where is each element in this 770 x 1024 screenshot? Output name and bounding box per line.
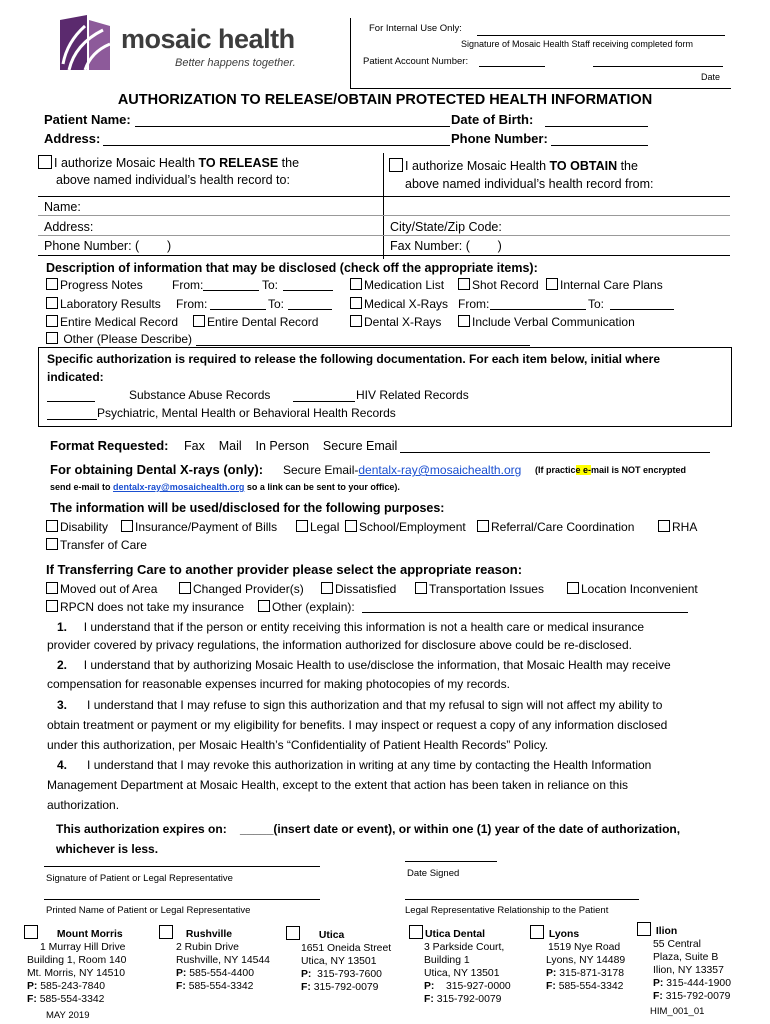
relationship-caption: Legal Representative Relationship to the Patient bbox=[405, 905, 609, 916]
patient-signature-caption: Signature of Patient or Legal Representative bbox=[46, 873, 233, 884]
recipient-name[interactable]: Name: bbox=[44, 200, 81, 214]
office-ilion: Ilion 55 Central Plaza, Suite B Ilion, NY 13357 P: 315-444-1900 F: 315-792-0079 bbox=[637, 922, 731, 1003]
statement-3: 3. I understand that I may refuse to sign this authorization and that my refusal to sign will not affect my ability to obtain treatment or payment or my eligibility for benefits. I may inspect or request a copy of any information disclosed under this authorization, per Mosaic Health’s “Confidentiality of Patient Health Records” Policy. bbox=[47, 698, 668, 752]
care-plans-option[interactable]: Internal Care Plans bbox=[546, 278, 663, 292]
recipient-phone[interactable]: Phone Number: ( ) bbox=[44, 239, 172, 253]
relationship-field[interactable] bbox=[405, 899, 639, 900]
verbal-option[interactable]: Include Verbal Communication bbox=[458, 315, 635, 329]
date-signed-field[interactable] bbox=[405, 861, 497, 862]
recipient-fax[interactable]: Fax Number: ( ) bbox=[390, 239, 502, 253]
transferring-heading: If Transferring Care to another provider please select the appropriate reason: bbox=[46, 562, 523, 577]
reason-changed[interactable]: Changed Provider(s) bbox=[179, 582, 304, 596]
office-rushville: Rushville 2 Rubin Drive Rushville, NY 14544 P: 585-554-4400 F: 585-554-3342 bbox=[159, 925, 270, 993]
printed-name-caption: Printed Name of Patient or Legal Representative bbox=[46, 905, 251, 916]
phone-label: Phone Number: bbox=[451, 131, 548, 146]
format-options[interactable]: Fax Mail In Person Secure Email bbox=[184, 439, 398, 453]
hiv-label: HIV Related Records bbox=[356, 388, 469, 402]
other-option[interactable]: Other (Please Describe) bbox=[46, 332, 192, 346]
xray-to: To: bbox=[588, 297, 605, 311]
entire-dental-option[interactable]: Entire Dental Record bbox=[193, 315, 318, 329]
logo-mark-icon bbox=[57, 14, 113, 72]
footer-date: MAY 2019 bbox=[46, 1010, 90, 1021]
reason-moved[interactable]: Moved out of Area bbox=[46, 582, 157, 596]
purpose-disability[interactable]: Disability bbox=[46, 520, 108, 534]
hiv-initial-field[interactable] bbox=[293, 401, 355, 402]
dob-label: Date of Birth: bbox=[451, 112, 534, 127]
recipient-table bbox=[38, 196, 730, 259]
lab-from: From: bbox=[176, 297, 208, 311]
office-utica-dental-checkbox[interactable] bbox=[409, 925, 423, 939]
obtain-option[interactable]: I authorize Mosaic Health TO OBTAIN the above named individual’s health record from: bbox=[389, 157, 739, 193]
secure-email-field[interactable] bbox=[400, 452, 710, 453]
release-checkbox[interactable] bbox=[38, 155, 52, 169]
address-field[interactable] bbox=[103, 145, 450, 146]
specific-authorization-box bbox=[38, 347, 732, 427]
office-utica-checkbox[interactable] bbox=[286, 926, 300, 940]
logo-name: mosaic health bbox=[121, 24, 295, 54]
progress-notes-option[interactable]: Progress Notes bbox=[46, 278, 143, 292]
patient-name-field[interactable] bbox=[135, 126, 450, 127]
progress-from: From: bbox=[172, 278, 204, 292]
office-mount-morris-checkbox[interactable] bbox=[24, 925, 38, 939]
purpose-school[interactable]: School/Employment bbox=[345, 520, 466, 534]
progress-from-field[interactable] bbox=[203, 290, 259, 291]
staff-signature-caption: Signature of Mosaic Health Staff receiving completed form bbox=[461, 39, 693, 49]
purpose-legal[interactable]: Legal bbox=[296, 520, 339, 534]
reason-other[interactable]: Other (explain): bbox=[258, 600, 355, 614]
office-rushville-checkbox[interactable] bbox=[159, 925, 173, 939]
date-signed-caption: Date Signed bbox=[407, 868, 460, 879]
lab-to: To: bbox=[268, 297, 285, 311]
medication-list-option[interactable]: Medication List bbox=[350, 278, 444, 292]
office-utica: Utica 1651 Oneida Street Utica, NY 13501 P: 315-793-7600 F: 315-792-0079 bbox=[286, 926, 391, 994]
internal-use-label: For Internal Use Only: bbox=[369, 23, 462, 34]
dental-email-link[interactable]: dentalx-ray@mosaichealth.org bbox=[358, 463, 522, 477]
dob-field[interactable] bbox=[545, 126, 648, 127]
internal-date-line[interactable] bbox=[593, 66, 723, 67]
lab-to-field[interactable] bbox=[288, 309, 332, 310]
psych-initial-field[interactable] bbox=[47, 419, 97, 420]
statement-2: 2. I understand that by authorizing Mosaic Health to use/disclose the information, that Mosaic Health may receive compensation for reasonable expenses incurred for making photocopies of my records. bbox=[47, 658, 671, 691]
substance-initial-field[interactable] bbox=[47, 401, 95, 402]
staff-signature-line[interactable] bbox=[477, 35, 725, 36]
xray-from: From: bbox=[458, 297, 490, 311]
lab-from-field[interactable] bbox=[210, 309, 266, 310]
patient-name-label: Patient Name: bbox=[44, 112, 131, 127]
psych-label: Psychiatric, Mental Health or Behavioral Health Records bbox=[97, 406, 396, 420]
purpose-insurance[interactable]: Insurance/Payment of Bills bbox=[121, 520, 277, 534]
dental-xrays-option[interactable]: Dental X-Rays bbox=[350, 315, 441, 329]
recipient-city[interactable]: City/State/Zip Code: bbox=[390, 220, 502, 234]
reason-transportation[interactable]: Transportation Issues bbox=[415, 582, 544, 596]
medical-xrays-option[interactable]: Medical X-Rays bbox=[350, 297, 448, 311]
patient-signature-field[interactable] bbox=[44, 866, 320, 867]
purposes-heading: The information will be used/disclosed for the following purposes: bbox=[50, 501, 445, 515]
reason-other-field[interactable] bbox=[362, 612, 688, 613]
xray-to-field[interactable] bbox=[610, 309, 674, 310]
specific-line1: Specific authorization is required to release the following documentation. For each item below, initial where bbox=[47, 352, 660, 366]
lab-results-option[interactable]: Laboratory Results bbox=[46, 297, 161, 311]
internal-date-caption: Date bbox=[701, 72, 721, 82]
dental-line2: send e-mail to dentalx-ray@mosaichealth.org so a link can be sent to your office). bbox=[50, 482, 400, 492]
address-label: Address: bbox=[44, 131, 101, 146]
progress-to: To: bbox=[262, 278, 279, 292]
account-number-line[interactable] bbox=[479, 66, 545, 67]
reason-location[interactable]: Location Inconvenient bbox=[567, 582, 698, 596]
account-number-label: Patient Account Number: bbox=[363, 56, 469, 67]
xray-from-field[interactable] bbox=[490, 309, 586, 310]
printed-name-field[interactable] bbox=[44, 899, 320, 900]
statement-1: 1. I understand that if the person or entity receiving this information is not a health care or medical insurance provider covered by privacy regulations, the information authorized for disclosure above could be re-disclosed. bbox=[47, 620, 644, 652]
logo bbox=[57, 14, 297, 76]
phone-field[interactable] bbox=[551, 145, 648, 146]
dental-note: (If practice e-mail is NOT encrypted bbox=[535, 465, 687, 475]
purpose-referral[interactable]: Referral/Care Coordination bbox=[477, 520, 634, 534]
expires-line1[interactable]: This authorization expires on: _____(insert date or event), or within one (1) year of the date of authorization, bbox=[56, 822, 681, 836]
dental-secure-email: Secure Email-dentalx-ray@mosaichealth.org bbox=[283, 463, 522, 477]
purpose-rha[interactable]: RHA bbox=[658, 520, 697, 534]
specific-line2: indicated: bbox=[47, 370, 104, 384]
obtain-checkbox[interactable] bbox=[389, 158, 403, 172]
substance-label: Substance Abuse Records bbox=[129, 388, 271, 402]
reason-dissatisfied[interactable]: Dissatisfied bbox=[321, 582, 396, 596]
expires-line2: whichever is less. bbox=[56, 842, 159, 856]
other-description-field[interactable] bbox=[196, 345, 530, 346]
dental-email-link-2[interactable]: dentalx-ray@mosaichealth.org bbox=[113, 482, 245, 492]
description-heading: Description of information that may be disclosed (check off the appropriate items): bbox=[46, 261, 538, 275]
reason-rpcn[interactable]: RPCN does not take my insurance bbox=[46, 600, 244, 614]
internal-use-box bbox=[350, 18, 731, 89]
shot-record-option[interactable]: Shot Record bbox=[458, 278, 539, 292]
progress-to-field[interactable] bbox=[283, 290, 333, 291]
release-option[interactable]: I authorize Mosaic Health TO RELEASE the above named individual’s health record to: bbox=[38, 155, 378, 189]
dental-label: For obtaining Dental X-rays (only): bbox=[50, 462, 264, 477]
logo-tagline: Better happens together. bbox=[175, 57, 296, 69]
office-mount-morris: Mount Morris 1 Murray Hill Drive Building 1, Room 140 Mt. Morris, NY 14510 P: 585-243-7840 F: 585-554-3342 bbox=[24, 925, 126, 1006]
office-utica-dental: Utica Dental 3 Parkside Court, Building 1 Utica, NY 13501 P: 315-927-0000 F: 315-792-0079 bbox=[409, 925, 511, 1006]
recipient-address[interactable]: Address: bbox=[44, 220, 94, 234]
footer-code: HIM_001_01 bbox=[650, 1006, 705, 1017]
purpose-transfer[interactable]: Transfer of Care bbox=[46, 538, 147, 552]
office-lyons: Lyons 1519 Nye Road Lyons, NY 14489 P: 315-871-3178 F: 585-554-3342 bbox=[530, 925, 625, 993]
entire-medical-option[interactable]: Entire Medical Record bbox=[46, 315, 178, 329]
office-lyons-checkbox[interactable] bbox=[530, 925, 544, 939]
statement-4: 4. I understand that I may revoke this authorization in writing at any time by contacting the Health Information Management Department at Mosaic Health, except to the extent that action has been taken in reliance on this authorization. bbox=[47, 758, 652, 812]
office-ilion-checkbox[interactable] bbox=[637, 922, 651, 936]
format-label: Format Requested: bbox=[50, 438, 169, 453]
page-title: AUTHORIZATION TO RELEASE/OBTAIN PROTECTED HEALTH INFORMATION bbox=[117, 92, 653, 108]
